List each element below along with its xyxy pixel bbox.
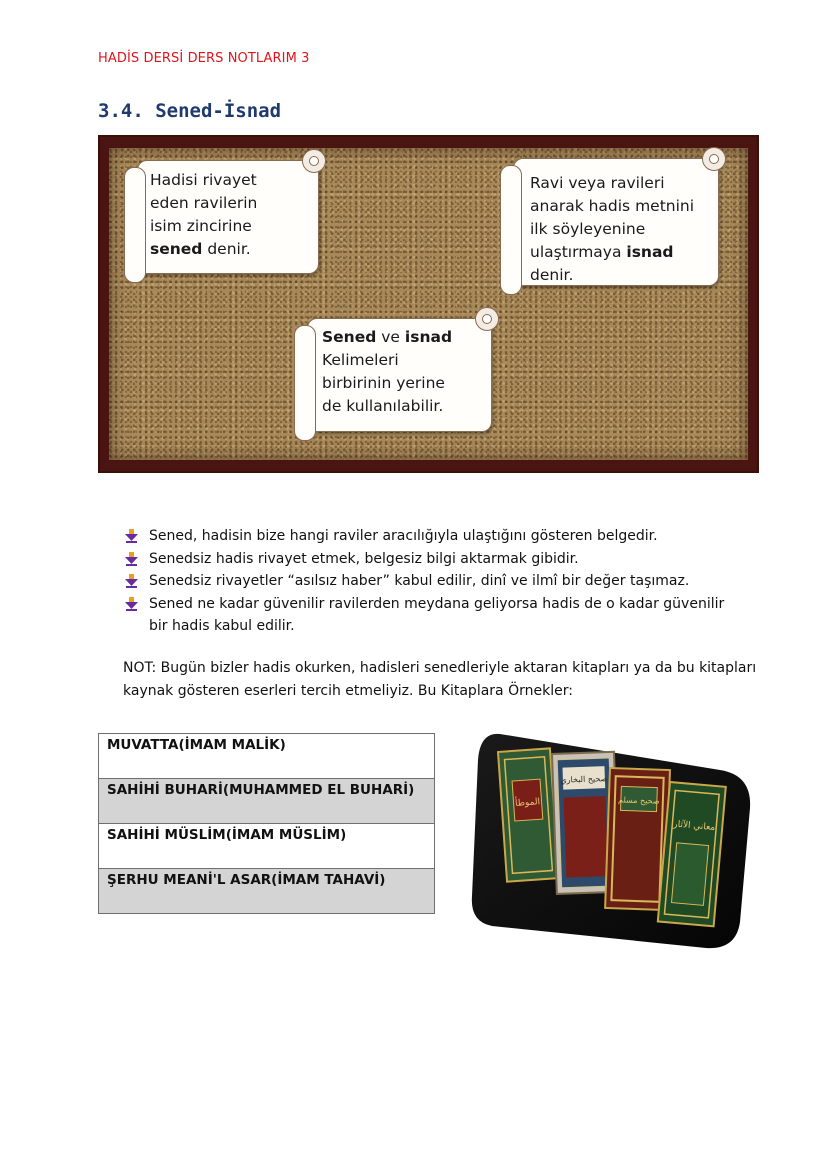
arrow-down-bullet-icon <box>125 529 138 543</box>
book-cell: SAHİHİ MÜSLİM(İMAM MÜSLİM) <box>99 824 435 869</box>
note-line: Hadisi rivayet <box>150 171 257 189</box>
note-line <box>322 326 452 349</box>
book-cell: MUVATTA(İMAM MALİK) <box>99 734 435 779</box>
note-line: Kelimeleri <box>322 351 399 369</box>
arrow-down-bullet-icon <box>125 574 138 588</box>
note-paragraph: NOT: Bugün bizler hadis okurken, hadisleri senedleriyle aktaran kitapları ya da bu kitapları kaynak gösteren eserleri tercih etmeliyiz. Bu Kitaplara Örnekler: <box>123 660 757 699</box>
keyword-isnad: isnad <box>404 328 453 346</box>
page-header: HADİS DERSİ DERS NOTLARIM 3 <box>98 51 310 66</box>
bullet-text: Sened, hadisin bize hangi raviler aracılığıyla ulaştığını gösteren belgedir. <box>149 528 658 544</box>
note-line: isim zincirine <box>150 217 252 235</box>
table-row <box>99 779 435 824</box>
scroll-curl-left <box>500 165 522 295</box>
note-line <box>150 238 257 261</box>
bullet-item <box>125 570 745 593</box>
note-line <box>530 241 694 264</box>
hadith-books-image <box>470 730 752 952</box>
note-line: de kullanılabilir. <box>322 397 444 415</box>
note-text <box>530 172 694 287</box>
bullet-list <box>125 525 745 638</box>
keyword-isnad: isnad <box>626 243 674 261</box>
scroll-curl-left <box>124 167 146 283</box>
scroll-curl-top <box>475 307 499 331</box>
bullet-text: Senedsiz rivayetler “asılsız haber” kabul edilir, dinî ve ilmî bir değer taşımaz. <box>149 573 690 589</box>
bullet-item <box>125 525 745 548</box>
table-row <box>99 869 435 914</box>
note-pre: ulaştırmaya <box>530 243 627 261</box>
bullet-item <box>125 593 745 638</box>
book-title: صحيح البخاري <box>560 774 608 785</box>
bullet-text: Senedsiz hadis rivayet etmek, belgesiz bilgi aktarmak gibidir. <box>149 550 579 567</box>
scroll-note-isnad <box>513 158 719 286</box>
note-line: anarak hadis metnini <box>530 197 695 215</box>
note-line: birbirinin yerine <box>322 374 445 392</box>
arrow-down-bullet-icon <box>125 552 138 566</box>
note-line: denir. <box>530 266 574 284</box>
book-cell: SAHİHİ BUHARİ(MUHAMMED EL BUHARİ) <box>99 779 435 824</box>
note-line: Ravi veya ravileri <box>530 174 665 192</box>
note-tail: denir. <box>202 240 251 258</box>
scroll-curl-top <box>702 147 726 171</box>
note-line: ilk söyleyenine <box>530 220 646 238</box>
scroll-curl-top <box>302 149 326 173</box>
keyword-sened: sened <box>150 240 203 258</box>
note-text <box>322 326 452 418</box>
book-title: الموطأ <box>514 797 541 809</box>
bullet-item <box>125 548 745 571</box>
bullet-text: Sened ne kadar güvenilir ravilerden meydana geliyorsa hadis de o kadar güvenilir bir hadis kabul edilir. <box>149 595 725 634</box>
note-text <box>150 169 257 261</box>
book-title: صحيح مسلم <box>617 795 660 806</box>
table-row <box>99 734 435 779</box>
book-title: معاني الآثار <box>672 819 716 834</box>
scroll-curl-left <box>294 325 316 441</box>
scroll-note-both <box>307 318 492 432</box>
note-mid: ve <box>376 328 405 346</box>
scroll-note-sened <box>137 160 319 274</box>
keyword-sened: Sened <box>322 328 377 346</box>
arrow-down-bullet-icon <box>125 597 138 611</box>
book-cell: ŞERHU MEANİ'L ASAR(İMAM TAHAVİ) <box>99 869 435 914</box>
section-title: 3.4. Sened-İsnad <box>98 100 282 122</box>
note-line: eden ravilerin <box>150 194 258 212</box>
table-row <box>99 824 435 869</box>
book-cover-tahavi <box>658 782 726 926</box>
books-table <box>98 733 435 914</box>
book-cover-muvatta <box>498 748 559 881</box>
